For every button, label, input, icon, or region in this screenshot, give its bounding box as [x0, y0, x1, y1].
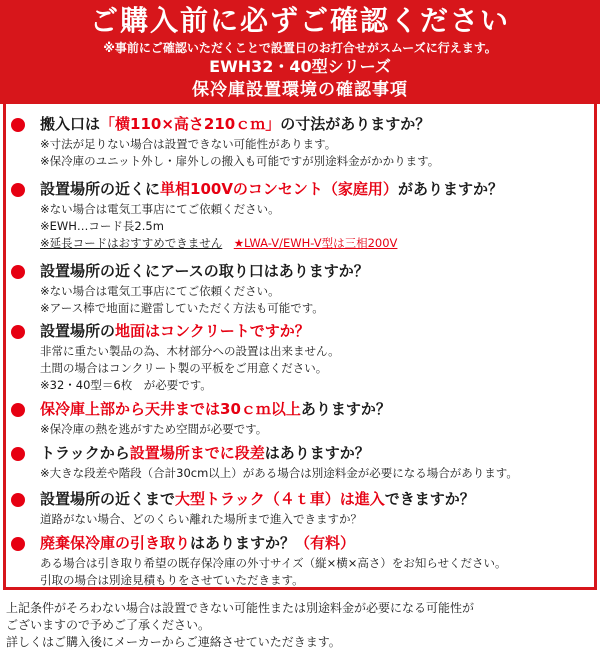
note-line: ※大きな段差や階段（合計30cm以上）がある場合は別途料金が必要になる場合があります。 — [40, 466, 518, 480]
bullet-icon — [11, 183, 25, 197]
checklist-box — [3, 104, 597, 590]
bullet-icon — [11, 493, 25, 507]
bullet-icon — [11, 118, 25, 132]
question-disposal: 廃棄保冷庫の引き取りはありますか？（有料） — [40, 534, 356, 552]
checklist-heading: 保冷庫設置環境の確認事項 — [192, 80, 408, 100]
note-line: ※寸法が足りない場合は設置できない可能性があります。 — [40, 137, 337, 151]
question-outlet: 設置場所の近くに単相100Vのコンセント（家庭用）がありますか？ — [40, 180, 503, 198]
bullet-icon — [11, 265, 25, 279]
note-line: 非常に重たい製品の為、木材部分への設置は出来ません。 — [40, 344, 340, 358]
highlight-text: 「横110×高さ210ｃｍ」 — [100, 115, 281, 133]
question-floor: 設置場所の地面はコンクリートですか？ — [40, 322, 310, 340]
header-notice: ※事前にご確認いただくことで設置日のお打合せがスムーズに行えます。 — [103, 41, 497, 55]
footer-line: 詳しくはご購入後にメーカーからご連絡させていただきます。 — [6, 635, 341, 649]
note-line: 引取の場合は別途見積もりをさせていただきます。 — [40, 573, 304, 587]
note-line: ※ない場合は電気工事店にてご依頼ください。 — [40, 202, 280, 216]
question-truck: 設置場所の近くまで大型トラック（４ｔ車）は進入できますか？ — [40, 490, 475, 508]
extension-cord-note: ※延長コードはおすすめできません — [40, 236, 223, 250]
highlight-text: 設置場所までに段差 — [129, 444, 265, 462]
highlight-text: 廃棄保冷庫の引き取り — [40, 534, 191, 552]
note-line: ※保冷庫のユニット外し・扉外しの搬入も可能ですが別途料金がかかります。 — [40, 154, 440, 168]
note-line: ※32・40型＝6枚 が必要です。 — [40, 378, 212, 392]
highlight-text: 地面はコンクリートですか？ — [115, 322, 310, 340]
note-line: ※アース棒で地面に避雷していただく方法も可能です。 — [40, 301, 324, 315]
question-steps: トラックから設置場所までに段差はありますか？ — [40, 444, 370, 462]
header-banner — [0, 0, 600, 104]
highlight-text: 大型トラック（４ｔ車）は進入 — [175, 490, 385, 508]
bullet-icon — [11, 447, 25, 461]
highlight-text: 保冷庫上部から天井までは30ｃｍ以上 — [40, 400, 301, 418]
extension-note-line — [40, 235, 397, 251]
bullet-icon — [11, 325, 25, 339]
product-series: EWH32・40型シリーズ — [209, 57, 391, 76]
three-phase-note: ★LWA-V/EWH-V型は三相200V — [233, 236, 398, 250]
note-line: ある場合は引き取り希望の既存保冷庫の外寸サイズ（縦×横×高さ）をお知らせください。 — [40, 556, 507, 570]
bullet-icon — [11, 537, 25, 551]
note-line: ※EWH…コード長2.5m — [40, 219, 164, 233]
note-line: 土間の場合はコンクリート製の平板をご用意ください。 — [40, 361, 328, 375]
footer-notes — [6, 600, 596, 651]
footer-line: ございますので予めご了承ください。 — [6, 618, 211, 632]
footer-line: 上記条件がそろわない場合は設置できない可能性または別途料金が必要になる可能性が — [6, 601, 475, 615]
question-ground: 設置場所の近くにアースの取り口はありますか？ — [40, 262, 369, 280]
question-entrance: 搬入口は「横110×高さ210ｃｍ」の寸法がありますか？ — [40, 115, 431, 133]
note-line: ※保冷庫の熱を逃がすため空間が必要です。 — [40, 422, 268, 436]
page-title: ご購入前に必ずご確認ください — [89, 4, 510, 37]
paid-label: （有料） — [295, 534, 356, 552]
note-line: 道路がない場合、どのくらい離れた場所まで進入できますか？ — [40, 512, 362, 526]
note-line: ※ない場合は電気工事店にてご依頼ください。 — [40, 284, 280, 298]
question-ceiling: 保冷庫上部から天井までは30ｃｍ以上ありますか？ — [40, 400, 391, 418]
bullet-icon — [11, 403, 25, 417]
highlight-text: 単相100Vのコンセント（家庭用） — [160, 180, 398, 198]
